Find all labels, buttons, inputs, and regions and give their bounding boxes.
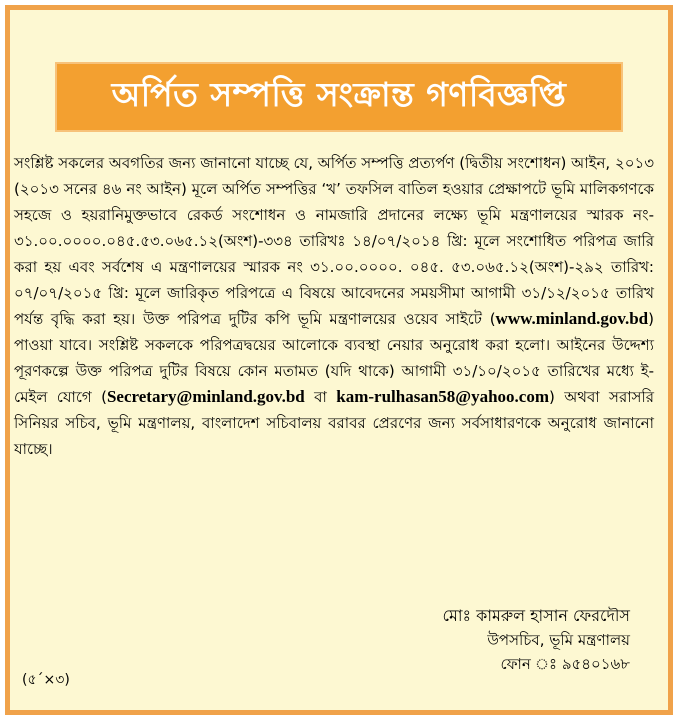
ad-size-reference: (৫´×৩) bbox=[22, 672, 70, 688]
signature-block bbox=[443, 604, 631, 676]
website-link[interactable]: www.minland.gov.bd bbox=[495, 309, 649, 328]
signatory-phone: ফোন ঃ ৯৫৪০১৬৮ bbox=[500, 655, 630, 673]
signatory-designation: উপসচিব, ভূমি মন্ত্রণালয় bbox=[487, 631, 630, 649]
notice-body bbox=[14, 150, 654, 462]
body-text-part2: ) পাওয়া যাবে। সংশ্লিষ্ট সকলকে পরিপত্রদ্বয়ের আলোকে ব্যবস্থা নেয়ার অনুরোধ করা হলো। আইনের উদ্দেশ্য পূরণকল্পে উক্ত পরিপত্র দুটির বিষয়ে কোন মতামত (যদি থাকে) আগামী ৩১/১০/২০১৫ তারিখের মধ্যে ই-মেইল যোগে ( bbox=[14, 310, 654, 406]
body-text-part3: ) অথবা সরাসরি সিনিয়র সচিব, ভূমি মন্ত্রণালয়, বাংলাদেশ সচিবালয় বরাবর প্রেরণের জন্য সর্বসাধারণকে অনুরোধ জানানো যাচ্ছে। bbox=[14, 388, 654, 458]
email-link-secretary[interactable]: Secretary@minland.gov.bd bbox=[106, 387, 305, 406]
signatory-name: মোঃ কামরুল হাসান ফেরদৌস bbox=[442, 606, 630, 625]
email-conjunction: বা bbox=[304, 388, 337, 406]
email-link-kamrul[interactable]: kam-rulhasan58@yahoo.com bbox=[336, 387, 549, 406]
body-text-part1: সংশ্লিষ্ট সকলের অবগতির জন্য জানানো যাচ্ছে যে, অর্পিত সম্পত্তি প্রত্যর্পণ (দ্বিতীয় সংশোধন) আইন, ২০১৩ (২০১৩ সনের ৪৬ নং আইন) মূলে অর্পিত সম্পত্তির ‘খ’ তফসিল বাতিল হওয়ার প্রেক্ষাপটে ভূমি মালিকগণকে সহজে ও হয়রানিমুক্তভাবে রেকর্ড সংশোধন ও নামজারি প্রদানের লক্ষ্যে ভূমি মন্ত্রণালয়ের স্মারক নং- ৩১.০০.০০০০.০৪৫.৫৩.০৬৫.১২(অংশ)-৩৩৪ তারিখঃ ১৪/০৭/২০১৪ খ্রি: মূলে সংশোধিত পরিপত্র জারি করা হয় এবং সর্বশেষ এ মন্ত্রণালয়ের স্মারক নং ৩১.০০.০০০০. ০৪৫. ৫৩.০৬৫.১২(অংশ)-২৯২ তারিখ: ০৭/০৭/২০১৫ খ্রি: মূলে জারিকৃত পরিপত্রে এ বিষয়ে আবেদনের সময়সীমা আগামী ৩১/১২/২০১৫ তারিখ পর্যন্ত বৃদ্ধি করা হয়। উক্ত পরিপত্র দুটির কপি ভূমি মন্ত্রণালয়ের ওয়েব সাইটে ( bbox=[14, 154, 654, 328]
title-banner bbox=[55, 62, 623, 132]
notice-title: অর্পিত সম্পত্তি সংক্রান্ত গণবিজ্ঞপ্তি bbox=[111, 75, 567, 114]
